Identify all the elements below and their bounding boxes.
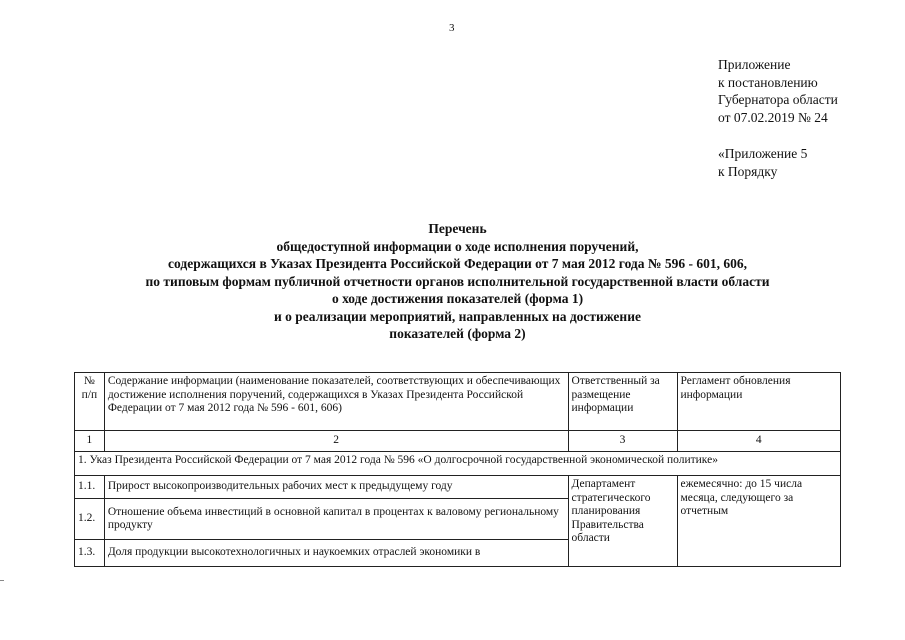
information-table: [74, 372, 841, 567]
row-number: 1.3.: [75, 540, 105, 567]
update-schedule: ежемесячно: до 15 числа месяца, следующего за отчетным: [677, 476, 841, 567]
appendix-line: к Порядку: [718, 163, 778, 179]
column-number: 1: [75, 431, 105, 452]
responsible-department: Департамент стратегического планирования Правительства области: [568, 476, 677, 567]
header-content: Содержание информации (наименование показателей, соответствующих и обеспечивающих достижение исполнения поручений, содержащихся в Указах Президента Российской Федерации от 7 мая 2012 года № 596 - 601, 606): [104, 373, 568, 431]
row-content: Отношение объема инвестиций в основной капитал в процентах к валовому региональному продукту: [104, 499, 568, 540]
column-numbers-row: [75, 431, 841, 452]
appendix-reference: [718, 56, 838, 126]
title-line: содержащихся в Указах Президента Российской Федерации от 7 мая 2012 года № 596 - 601, 606,: [168, 256, 747, 271]
appendix-line: Приложение: [718, 57, 791, 72]
appendix-line: «Приложение 5: [718, 146, 808, 161]
row-content: Прирост высокопроизводительных рабочих мест к предыдущему году: [104, 476, 568, 499]
appendix-line: Губернатора области: [718, 92, 838, 107]
appendix-5-reference: [718, 145, 807, 180]
appendix-line: к постановлению: [718, 74, 818, 90]
table-row: [75, 476, 841, 499]
appendix-line: от 07.02.2019 № 24: [718, 109, 828, 125]
row-number: 1.1.: [75, 476, 105, 499]
column-number: 4: [677, 431, 841, 452]
scan-mark: [0, 580, 4, 581]
title-line: Перечень: [428, 221, 487, 236]
page-number: 3: [449, 22, 455, 34]
table-header-row: [75, 373, 841, 431]
row-content: Доля продукции высокотехнологичных и наукоемких отраслей экономики в: [104, 540, 568, 567]
header-number: № п/п: [75, 373, 105, 431]
document-title: [60, 220, 855, 343]
title-line: и о реализации мероприятий, направленных на достижение: [274, 308, 641, 324]
title-line: о ходе достижения показателей (форма 1): [331, 291, 584, 306]
section-title: 1. Указ Президента Российской Федерации от 7 мая 2012 года № 596 «О долгосрочной государственной экономической политике»: [75, 452, 841, 476]
section-row: [75, 452, 841, 476]
row-number: 1.2.: [75, 499, 105, 540]
title-line: общедоступной информации о ходе исполнения поручений,: [276, 238, 639, 254]
header-responsible: Ответственный за размещение информации: [568, 373, 677, 431]
header-schedule: Регламент обновления информации: [677, 373, 841, 431]
column-number: 3: [568, 431, 677, 452]
title-line: по типовым формам публичной отчетности органов исполнительной государственной власти области: [145, 273, 770, 289]
column-number: 2: [104, 431, 568, 452]
title-line: показателей (форма 2): [389, 326, 526, 341]
